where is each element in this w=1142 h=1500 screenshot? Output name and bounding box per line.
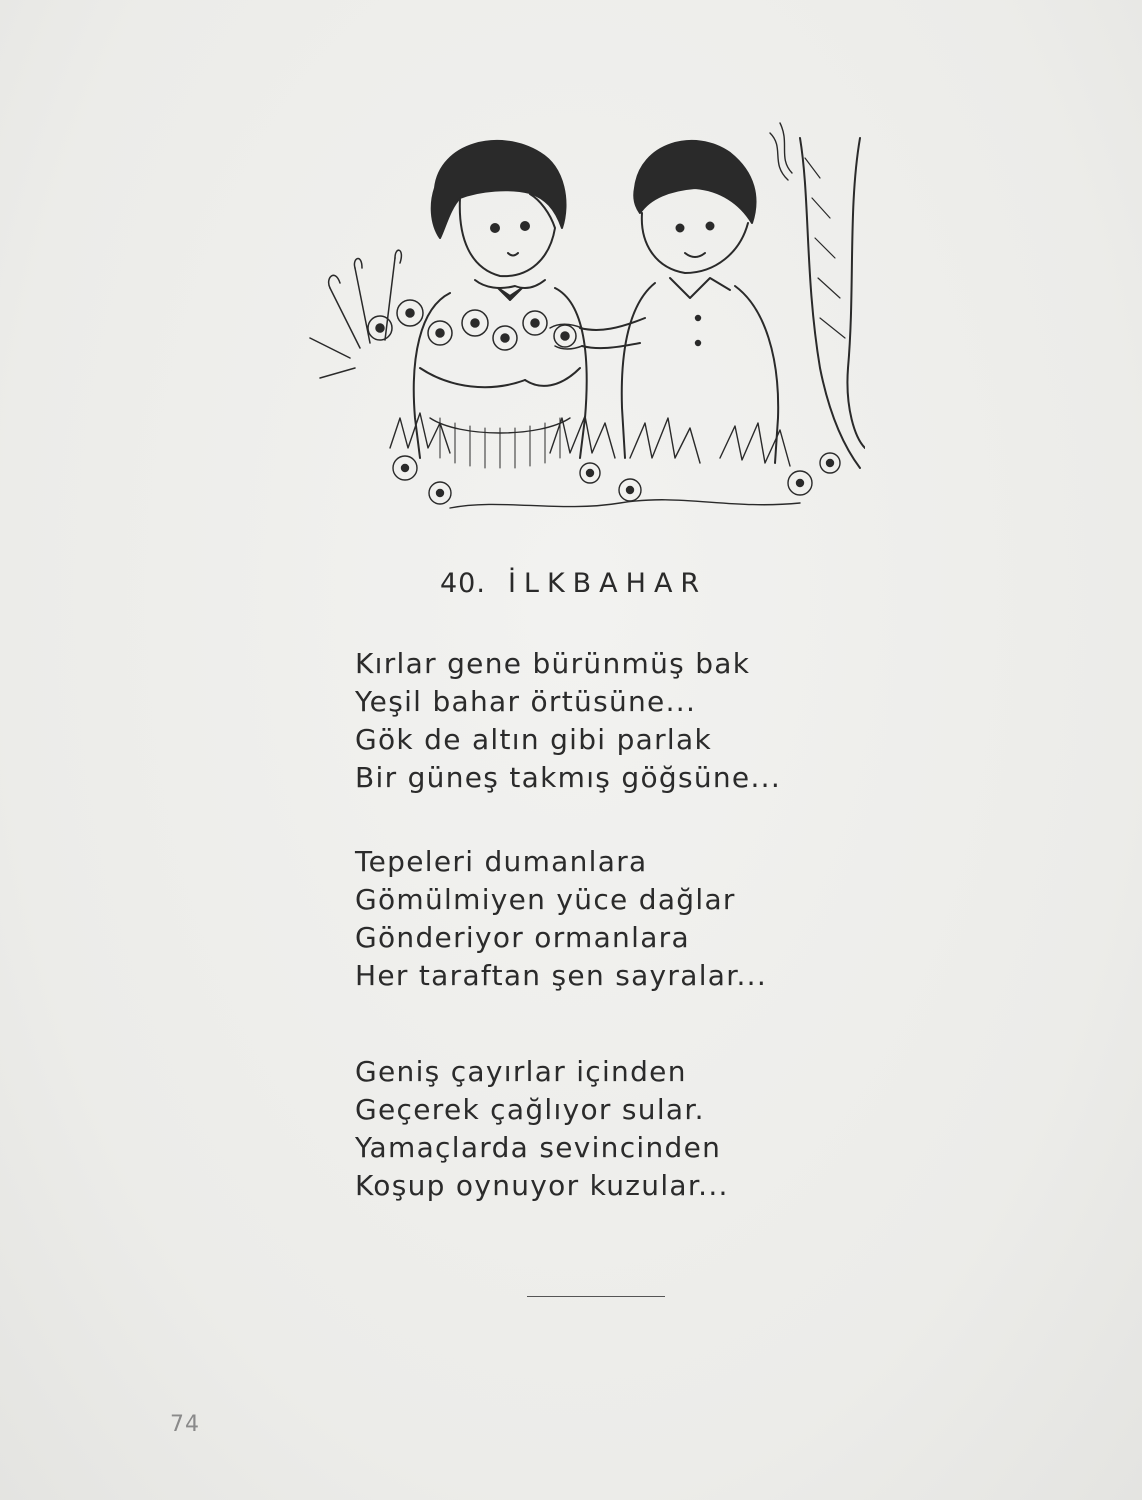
poem-line: Geçerek çağlıyor sular.	[355, 1093, 705, 1126]
tree-trunk-icon	[770, 123, 865, 468]
poem-line: Gönderiyor ormanlara	[355, 921, 690, 954]
boy-figure-icon	[550, 141, 778, 463]
poem-line: Gömülmiyen yüce dağlar	[355, 883, 736, 916]
poem-line: Kırlar gene bürünmüş bak	[355, 647, 751, 680]
poem-line: Bir güneş takmış göğsüne...	[355, 761, 782, 794]
poem-line: Her taraftan şen sayralar...	[355, 959, 768, 992]
poem-line: Gök de altın gibi parlak	[355, 723, 712, 756]
grass-and-flowers-icon	[390, 413, 840, 508]
section-divider	[527, 1296, 665, 1297]
stanza-3	[355, 1053, 915, 1205]
poem-line: Yamaçlarda sevincinden	[355, 1131, 722, 1164]
stanza-1	[355, 645, 915, 797]
poem-line: Geniş çayırlar içinden	[355, 1055, 687, 1088]
poem-number: 40.	[440, 568, 486, 599]
stanza-2	[355, 843, 915, 995]
poem-line: Yeşil bahar örtüsüne...	[355, 685, 697, 718]
page-number: 74	[170, 1412, 200, 1437]
girl-figure-icon	[414, 141, 587, 468]
children-with-flowers-illustration	[300, 118, 865, 528]
poem-title	[440, 568, 707, 599]
poem-title-text: İLKBAHAR	[507, 568, 708, 599]
poem-line: Tepeleri dumanlara	[355, 845, 648, 878]
poem-line: Koşup oynuyor kuzular...	[355, 1169, 729, 1202]
flower-bouquet-icon	[310, 250, 576, 378]
